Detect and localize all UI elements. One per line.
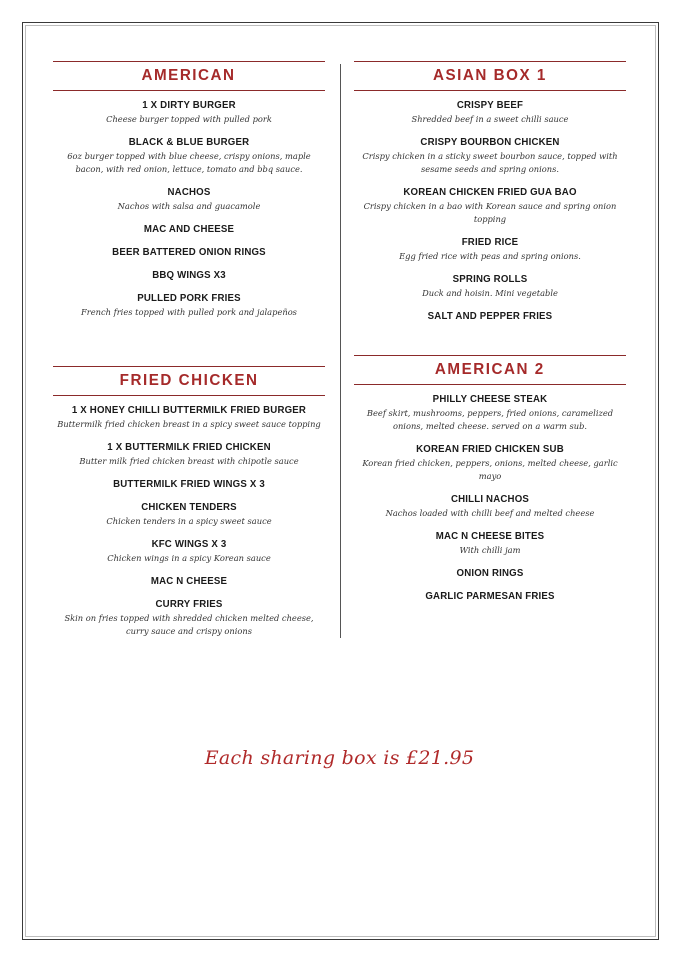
menu-item-name: PULLED PORK FRIES xyxy=(137,292,241,304)
menu-item xyxy=(53,441,325,468)
menu-item-name: BBQ WINGS X3 xyxy=(152,269,226,281)
section-asian-box xyxy=(354,61,626,333)
menu-item xyxy=(53,223,325,236)
menu-item-name: CRISPY BOURBON CHICKEN xyxy=(420,136,560,148)
menu-item xyxy=(53,478,325,491)
menu-item xyxy=(53,186,325,213)
menu-item xyxy=(53,404,325,431)
menu-item xyxy=(354,310,626,323)
menu-item-name: GARLIC PARMESAN FRIES xyxy=(425,590,555,602)
menu-item xyxy=(354,136,626,176)
section-fried-chicken xyxy=(53,366,325,648)
menu-item-description: Chicken wings in a spicy Korean sauce xyxy=(107,553,271,563)
menu-item xyxy=(354,236,626,263)
menu-item-description: Skin on fries topped with shredded chicken melted cheese, curry sauce and crispy onions xyxy=(64,613,314,636)
section-header-fried-chicken xyxy=(53,366,325,396)
menu-item xyxy=(53,292,325,319)
section-title-american: AMERICAN xyxy=(141,67,237,84)
section-header-american-2 xyxy=(354,355,626,385)
menu-item-name: SALT AND PEPPER FRIES xyxy=(427,310,553,322)
menu-item-name: FRIED RICE xyxy=(461,236,519,248)
menu-item-description: Crispy chicken in a sticky sweet bourbon sauce, topped with sesame seeds and spring onions. xyxy=(362,151,618,174)
menu-item-name: CHICKEN TENDERS xyxy=(141,501,237,513)
menu-item-name: SPRING ROLLS xyxy=(452,273,528,285)
menu-item-name: BLACK & BLUE BURGER xyxy=(128,136,250,148)
section-american-2 xyxy=(354,355,626,613)
menu-item xyxy=(354,493,626,520)
menu-item-description: Duck and hoisin. Mini vegetable xyxy=(422,288,558,298)
menu-item-name: NACHOS xyxy=(167,186,211,198)
menu-item-description: With chilli jam xyxy=(459,545,521,555)
menu-item-name: BEER BATTERED ONION RINGS xyxy=(112,246,266,258)
menu-item-description: Chicken tenders in a spicy sweet sauce xyxy=(106,516,272,526)
menu-item-name: CRISPY BEEF xyxy=(456,99,524,111)
menu-item-description: Nachos with salsa and guacamole xyxy=(117,201,261,211)
menu-item-description: Beef skirt, mushrooms, peppers, fried onions, caramelized onions, melted cheese. served on a warm sub. xyxy=(366,408,614,431)
menu-item-name: MAC AND CHEESE xyxy=(143,223,235,235)
section-header-american xyxy=(53,61,325,91)
menu-item-description: Cheese burger topped with pulled pork xyxy=(106,114,272,124)
menu-item xyxy=(354,393,626,433)
menu-item-name: KOREAN CHICKEN FRIED GUA BAO xyxy=(403,186,577,198)
menu-item xyxy=(53,538,325,565)
menu-item-description: Shredded beef in a sweet chilli sauce xyxy=(411,114,569,124)
menu-item xyxy=(354,567,626,580)
menu-item-name: 1 X DIRTY BURGER xyxy=(142,99,236,111)
menu-item xyxy=(53,136,325,176)
menu-item-name: KOREAN FRIED CHICKEN SUB xyxy=(416,443,564,455)
menu-item-description: Egg fried rice with peas and spring onions. xyxy=(399,251,581,261)
menu-item-name: 1 X HONEY CHILLI BUTTERMILK FRIED BURGER xyxy=(71,404,307,416)
menu-item-name: CHILLI NACHOS xyxy=(450,493,530,505)
menu-item-description: Crispy chicken in a bao with Korean sauce and spring onion topping xyxy=(363,201,617,224)
menu-item-name: 1 X BUTTERMILK FRIED CHICKEN xyxy=(107,441,271,453)
section-title-fried-chicken: FRIED CHICKEN xyxy=(119,372,259,389)
menu-item-name: MAC N CHEESE xyxy=(150,575,228,587)
menu-item-description: Korean fried chicken, peppers, onions, melted cheese, garlic mayo xyxy=(362,458,618,481)
menu-item xyxy=(354,530,626,557)
menu-item xyxy=(354,186,626,226)
price-note: Each sharing box is £21.95 xyxy=(204,747,475,769)
menu-item xyxy=(354,590,626,603)
menu-item xyxy=(354,99,626,126)
menu-item xyxy=(53,246,325,259)
section-title-asian-box: ASIAN BOX 1 xyxy=(433,67,547,84)
menu-item xyxy=(354,273,626,300)
menu-item-name: PHILLY CHEESE STEAK xyxy=(432,393,548,405)
menu-item xyxy=(53,575,325,588)
section-title-american-2: AMERICAN 2 xyxy=(435,361,545,378)
menu-item xyxy=(53,598,325,638)
menu-item-description: 6oz burger topped with blue cheese, crispy onions, maple bacon, with red onion, lettuce, tomato and bbq sauce. xyxy=(67,151,311,174)
menu-item xyxy=(53,501,325,528)
menu-item-name: KFC WINGS X 3 xyxy=(151,538,227,550)
section-american xyxy=(53,61,325,329)
menu-item-name: MAC N CHEESE BITES xyxy=(435,530,545,542)
section-header-asian-box xyxy=(354,61,626,91)
menu-item-description: French fries topped with pulled pork and jalapeños xyxy=(81,307,297,317)
menu-item xyxy=(53,269,325,282)
menu-item-name: ONION RINGS xyxy=(456,567,524,579)
menu-item-description: Butter milk fried chicken breast with chipotle sauce xyxy=(79,456,299,466)
column-divider xyxy=(340,64,341,638)
menu-item xyxy=(53,99,325,126)
menu-item xyxy=(354,443,626,483)
menu-item-name: BUTTERMILK FRIED WINGS X 3 xyxy=(113,478,265,490)
menu-item-description: Nachos loaded with chilli beef and melted cheese xyxy=(385,508,595,518)
menu-item-description: Buttermilk fried chicken breast in a spicy sweet sauce topping xyxy=(57,419,321,429)
menu-item-name: CURRY FRIES xyxy=(155,598,223,610)
